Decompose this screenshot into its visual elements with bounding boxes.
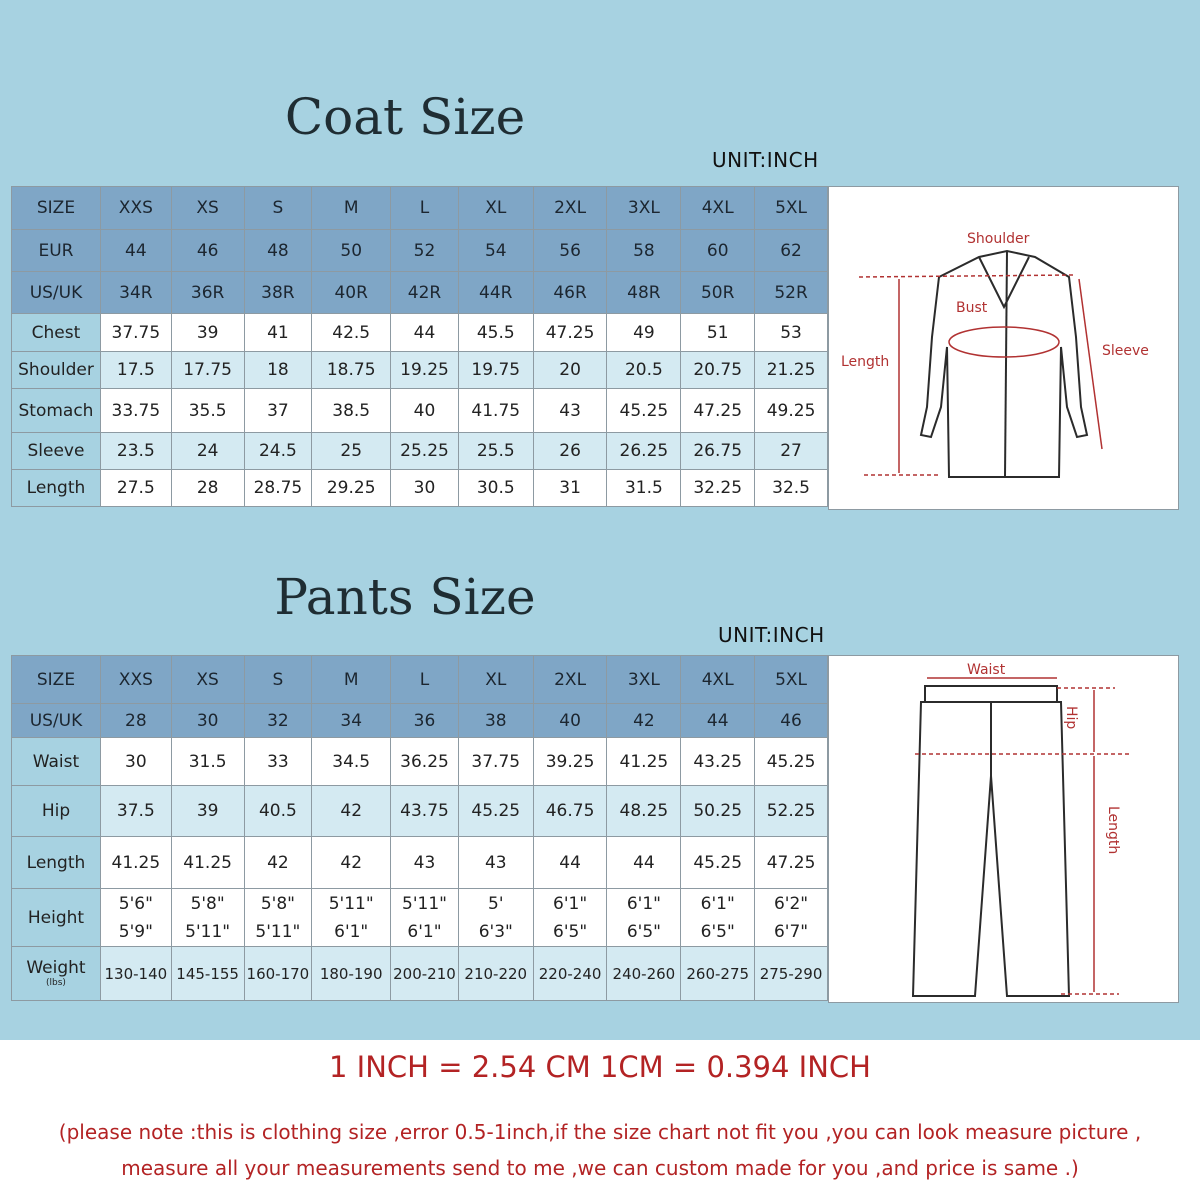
table-cell: 44R xyxy=(458,272,533,314)
table-cell: 38 xyxy=(458,704,533,738)
table-cell: M xyxy=(312,187,391,230)
table-cell: 45.25 xyxy=(681,837,755,889)
table-cell: 33.75 xyxy=(100,389,171,433)
height-max: 5'11" xyxy=(255,921,301,942)
pants-size-title: Pants Size xyxy=(274,568,536,626)
table-cell: 2XL xyxy=(533,656,607,704)
table-row xyxy=(12,187,828,230)
height-max: 6'5" xyxy=(700,921,735,942)
weight-label: Weight xyxy=(26,958,86,978)
table-cell xyxy=(171,889,244,947)
table-cell: 39.25 xyxy=(533,738,607,786)
table-cell: 20.75 xyxy=(681,352,755,389)
table-cell: 45.25 xyxy=(755,738,828,786)
table-cell: 27 xyxy=(755,433,828,470)
waist-diagram-label: Waist xyxy=(967,662,1006,678)
pants-measure-diagram xyxy=(828,655,1179,1003)
table-cell: 130-140 xyxy=(100,947,171,1001)
table-cell: 32 xyxy=(244,704,312,738)
weight-row xyxy=(12,947,828,1001)
hip-diagram-label: Hip xyxy=(1063,706,1079,730)
table-cell: 36.25 xyxy=(391,738,459,786)
table-cell: 26 xyxy=(533,433,607,470)
table-cell: 44 xyxy=(607,837,681,889)
row-label: Sleeve xyxy=(12,433,101,470)
table-row xyxy=(12,738,828,786)
table-cell: 48 xyxy=(244,230,312,272)
table-cell: 4XL xyxy=(681,656,755,704)
table-cell: 42 xyxy=(607,704,681,738)
table-cell: 31 xyxy=(533,470,607,507)
table-cell: 46.75 xyxy=(533,786,607,837)
table-cell: 52 xyxy=(391,230,459,272)
table-cell: 43 xyxy=(391,837,459,889)
row-label xyxy=(12,947,101,1001)
table-cell: 46 xyxy=(755,704,828,738)
table-cell: 31.5 xyxy=(171,738,244,786)
table-row xyxy=(12,470,828,507)
table-cell: L xyxy=(391,656,459,704)
table-cell: 30 xyxy=(391,470,459,507)
table-cell: 25 xyxy=(312,433,391,470)
height-min: 6'1" xyxy=(626,893,661,914)
row-label: Length xyxy=(12,837,101,889)
table-cell: 5XL xyxy=(755,656,828,704)
table-cell xyxy=(391,889,459,947)
height-max: 6'5" xyxy=(626,921,661,942)
table-cell: 41.25 xyxy=(607,738,681,786)
table-cell: 41.25 xyxy=(100,837,171,889)
height-min: 6'2" xyxy=(773,893,809,914)
table-cell: 23.5 xyxy=(100,433,171,470)
height-max: 6'1" xyxy=(407,921,442,942)
height-min: 5'6" xyxy=(118,893,153,914)
table-row xyxy=(12,230,828,272)
table-cell: 46 xyxy=(171,230,244,272)
height-min: 5'11" xyxy=(402,893,447,914)
table-cell: 60 xyxy=(681,230,755,272)
table-cell: 39 xyxy=(171,786,244,837)
height-min: 5' xyxy=(488,893,504,914)
table-cell: 24.5 xyxy=(244,433,312,470)
table-cell: 25.25 xyxy=(391,433,459,470)
height-max: 5'9" xyxy=(118,921,153,942)
table-cell xyxy=(607,889,681,947)
table-row xyxy=(12,786,828,837)
table-cell: 47.25 xyxy=(755,837,828,889)
table-row xyxy=(12,314,828,352)
table-cell: 47.25 xyxy=(681,389,755,433)
table-cell: 31.5 xyxy=(607,470,681,507)
table-cell: 26.75 xyxy=(681,433,755,470)
pants-unit-label: UNIT:INCH xyxy=(718,623,825,647)
table-cell: 20 xyxy=(533,352,607,389)
conversion-text: 1 INCH = 2.54 CM 1CM = 0.394 INCH xyxy=(329,1050,871,1084)
row-label: Length xyxy=(12,470,101,507)
sleeve-diagram-label: Sleeve xyxy=(1102,343,1149,359)
table-cell xyxy=(458,889,533,947)
table-cell: 49 xyxy=(607,314,681,352)
row-label: Height xyxy=(12,889,101,947)
table-cell: 50.25 xyxy=(681,786,755,837)
table-cell: 21.25 xyxy=(755,352,828,389)
row-label: EUR xyxy=(12,230,101,272)
table-cell: 25.5 xyxy=(458,433,533,470)
shoulder-diagram-label: Shoulder xyxy=(967,231,1030,247)
table-cell: 43 xyxy=(458,837,533,889)
table-cell: 17.5 xyxy=(100,352,171,389)
table-cell: 220-240 xyxy=(533,947,607,1001)
table-cell xyxy=(755,889,828,947)
table-row xyxy=(12,656,828,704)
table-cell xyxy=(681,889,755,947)
table-cell: M xyxy=(312,656,391,704)
height-max: 6'5" xyxy=(553,921,588,942)
row-label: Chest xyxy=(12,314,101,352)
table-cell: 160-170 xyxy=(244,947,312,1001)
table-cell: 37.5 xyxy=(100,786,171,837)
table-cell: 210-220 xyxy=(458,947,533,1001)
table-cell: 28.75 xyxy=(244,470,312,507)
table-cell: 42 xyxy=(244,837,312,889)
table-cell: 37.75 xyxy=(100,314,171,352)
table-cell: XXS xyxy=(100,656,171,704)
table-cell: 34R xyxy=(100,272,171,314)
bust-diagram-label: Bust xyxy=(956,300,988,316)
table-cell: 51 xyxy=(681,314,755,352)
height-max: 6'7" xyxy=(773,921,809,942)
table-cell: S xyxy=(244,656,312,704)
table-cell: 44 xyxy=(533,837,607,889)
table-cell: 19.25 xyxy=(391,352,459,389)
table-cell: 34.5 xyxy=(312,738,391,786)
row-label: Shoulder xyxy=(12,352,101,389)
table-cell: 35.5 xyxy=(171,389,244,433)
table-cell: 28 xyxy=(171,470,244,507)
table-cell: 53 xyxy=(755,314,828,352)
table-cell: 44 xyxy=(391,314,459,352)
table-cell: 5XL xyxy=(755,187,828,230)
table-cell: 49.25 xyxy=(755,389,828,433)
table-cell: XXS xyxy=(100,187,171,230)
table-cell: 26.25 xyxy=(607,433,681,470)
coat-size-table xyxy=(11,186,828,507)
table-row xyxy=(12,352,828,389)
table-cell: 41.25 xyxy=(171,837,244,889)
height-min: 5'8" xyxy=(260,893,295,914)
table-cell: 52R xyxy=(755,272,828,314)
table-cell: 62 xyxy=(755,230,828,272)
table-cell: 2XL xyxy=(533,187,607,230)
table-cell: 39 xyxy=(171,314,244,352)
table-cell: 260-275 xyxy=(681,947,755,1001)
row-label: Waist xyxy=(12,738,101,786)
table-cell: 18 xyxy=(244,352,312,389)
table-cell: 40 xyxy=(391,389,459,433)
table-cell: 48.25 xyxy=(607,786,681,837)
coat-unit-label: UNIT:INCH xyxy=(712,148,819,172)
table-cell: 40.5 xyxy=(244,786,312,837)
weight-unit: (lbs) xyxy=(46,978,66,988)
table-cell: 48R xyxy=(607,272,681,314)
pants-size-table xyxy=(11,655,828,1001)
table-cell: 43 xyxy=(533,389,607,433)
table-cell: 40R xyxy=(312,272,391,314)
table-cell: 32.5 xyxy=(755,470,828,507)
table-cell: 54 xyxy=(458,230,533,272)
row-label: US/UK xyxy=(12,704,101,738)
table-cell: 45.25 xyxy=(607,389,681,433)
table-cell: 52.25 xyxy=(755,786,828,837)
table-cell xyxy=(533,889,607,947)
table-cell: 40 xyxy=(533,704,607,738)
table-cell: 42 xyxy=(312,837,391,889)
row-label: US/UK xyxy=(12,272,101,314)
table-cell: 45.5 xyxy=(458,314,533,352)
table-cell: XS xyxy=(171,187,244,230)
table-cell: 41 xyxy=(244,314,312,352)
table-cell: 20.5 xyxy=(607,352,681,389)
table-cell: 30.5 xyxy=(458,470,533,507)
table-cell: 30 xyxy=(100,738,171,786)
table-cell: 29.25 xyxy=(312,470,391,507)
height-min: 5'11" xyxy=(328,893,374,914)
table-cell: 200-210 xyxy=(391,947,459,1001)
table-cell xyxy=(312,889,391,947)
table-cell: 34 xyxy=(312,704,391,738)
table-cell: 18.75 xyxy=(312,352,391,389)
row-label: SIZE xyxy=(12,187,101,230)
height-min: 5'8" xyxy=(190,893,225,914)
table-cell: 28 xyxy=(100,704,171,738)
coat-measure-diagram xyxy=(828,186,1179,510)
table-cell: 38.5 xyxy=(312,389,391,433)
table-cell: 275-290 xyxy=(755,947,828,1001)
table-row xyxy=(12,389,828,433)
table-cell: 43.75 xyxy=(391,786,459,837)
note-line-1: (please note :this is clothing size ,error 0.5-1inch,if the size chart not fit you ,you can look measure picture , xyxy=(58,1120,1142,1144)
table-row xyxy=(12,433,828,470)
table-cell: L xyxy=(391,187,459,230)
table-cell: 43.25 xyxy=(681,738,755,786)
table-cell: 27.5 xyxy=(100,470,171,507)
table-cell xyxy=(244,889,312,947)
coat-size-title: Coat Size xyxy=(284,88,526,146)
table-cell: XS xyxy=(171,656,244,704)
table-cell: 50R xyxy=(681,272,755,314)
table-cell: 4XL xyxy=(681,187,755,230)
table-cell: 56 xyxy=(533,230,607,272)
table-cell: 30 xyxy=(171,704,244,738)
table-cell: XL xyxy=(458,656,533,704)
table-cell: 46R xyxy=(533,272,607,314)
height-min: 6'1" xyxy=(553,893,588,914)
table-cell: 44 xyxy=(681,704,755,738)
row-label: Hip xyxy=(12,786,101,837)
table-cell: 240-260 xyxy=(607,947,681,1001)
height-max: 6'1" xyxy=(334,921,369,942)
table-row xyxy=(12,837,828,889)
table-row xyxy=(12,704,828,738)
row-label: SIZE xyxy=(12,656,101,704)
table-cell: 19.75 xyxy=(458,352,533,389)
table-cell: 3XL xyxy=(607,187,681,230)
table-cell: S xyxy=(244,187,312,230)
table-cell: 58 xyxy=(607,230,681,272)
table-cell: 44 xyxy=(100,230,171,272)
table-cell: 3XL xyxy=(607,656,681,704)
height-max: 5'11" xyxy=(185,921,231,942)
table-cell: 42R xyxy=(391,272,459,314)
table-cell: 32.25 xyxy=(681,470,755,507)
length-diagram-label: Length xyxy=(841,354,890,370)
table-cell: 24 xyxy=(171,433,244,470)
table-cell: 41.75 xyxy=(458,389,533,433)
note-line-2: measure all your measurements send to me ,we can custom made for you ,and price is same .) xyxy=(121,1156,1079,1180)
table-cell: 36R xyxy=(171,272,244,314)
table-cell xyxy=(100,889,171,947)
table-cell: 42.5 xyxy=(312,314,391,352)
table-cell: 36 xyxy=(391,704,459,738)
height-max: 6'3" xyxy=(478,921,513,942)
height-min: 6'1" xyxy=(700,893,735,914)
height-row xyxy=(12,889,828,947)
table-cell: 37 xyxy=(244,389,312,433)
table-cell: 38R xyxy=(244,272,312,314)
length-diagram-label: Length xyxy=(1105,806,1121,855)
table-cell: 180-190 xyxy=(312,947,391,1001)
table-cell: 45.25 xyxy=(458,786,533,837)
table-cell: 37.75 xyxy=(458,738,533,786)
table-cell: 17.75 xyxy=(171,352,244,389)
table-cell: 145-155 xyxy=(171,947,244,1001)
table-cell: 33 xyxy=(244,738,312,786)
table-cell: 47.25 xyxy=(533,314,607,352)
table-cell: XL xyxy=(458,187,533,230)
table-row xyxy=(12,272,828,314)
table-cell: 42 xyxy=(312,786,391,837)
row-label: Stomach xyxy=(12,389,101,433)
table-cell: 50 xyxy=(312,230,391,272)
